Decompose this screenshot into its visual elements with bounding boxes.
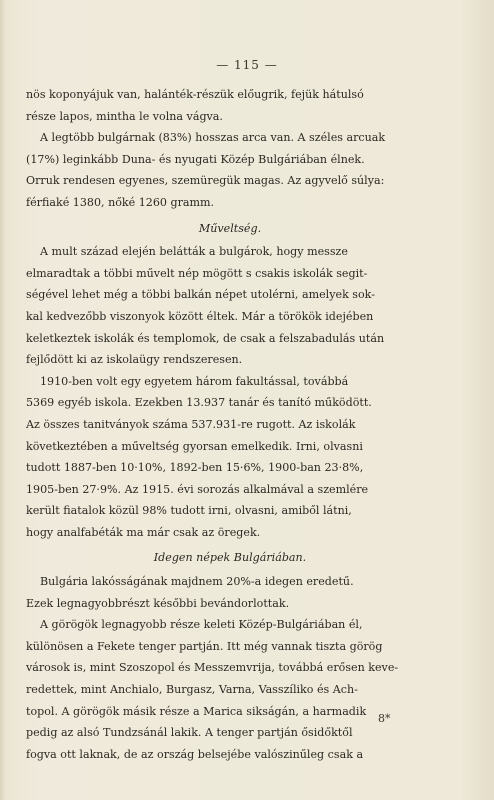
text-line: A legtöbb bulgárnak (83%) hosszas arca van. A széles arcuak	[40, 131, 386, 145]
text-line: különösen a Fekete tenger partján. Itt még vannak tiszta görög	[26, 639, 383, 653]
text-line: került fiatalok közül 98% tudott irni, olvasni, amiből látni,	[26, 504, 352, 518]
text-line: A mult század elején belátták a bulgárok, hogy messze	[40, 245, 348, 259]
text-line: hogy analfabéták ma már csak az öregek.	[26, 525, 261, 539]
text-line: ségével lehet még a többi balkán népet utolérni, amelyek sok-	[26, 288, 375, 302]
text-line: kal kedvezőbb viszonyok között éltek. Már a törökök idejében	[26, 309, 374, 323]
text-line: elmaradtak a többi művelt nép mögött s csakis iskolák segit-	[26, 266, 368, 280]
text-line: pedig az alsó Tundzsánál lakik. A tenger partján ősidőktől	[26, 726, 353, 740]
text-line: férfiaké 1380, nőké 1260 gramm.	[26, 195, 215, 209]
text-line: Orruk rendesen egyenes, szemüregük magas. Az agyvelő súlya:	[26, 174, 385, 188]
text-line: Bulgária lakósságának majdnem 20%-a idegen eredetű.	[40, 575, 354, 589]
section-heading: Műveltség.	[198, 221, 262, 235]
text-line: A görögök legnagyobb része keleti Közép-Bulgáriában él,	[40, 618, 363, 632]
text-line: Ezek legnagyobbrészt későbbi bevándorlottak.	[26, 596, 290, 610]
text-line: Az összes tanitványok száma 537.931-re rugott. Az iskolák	[26, 417, 356, 431]
text-line: 1910-ben volt egy egyetem három fakultással, továbbá	[40, 374, 349, 388]
text-line: fejlődött ki az iskolaügy rendszeresen.	[26, 353, 243, 367]
text-line: 1905-ben 27·9%. Az 1915. évi sorozás alkalmával a szemlére	[26, 482, 369, 496]
text-line: tudott 1887-ben 10·10%, 1892-ben 15·6%, 1900-ban 23·8%,	[26, 461, 364, 475]
text-line: topol. A görögök másik része a Marica sikságán, a harmadik	[26, 704, 367, 718]
text-line: 5369 egyéb iskola. Ezekben 13.937 tanár és tanító működött.	[26, 396, 372, 410]
text-line: (17%) leginkább Duna- és nyugati Közép Bulgáriában élnek.	[26, 152, 365, 166]
text-line: része lapos, mintha le volna vágva.	[26, 109, 223, 123]
page-number: — 115 —	[216, 58, 278, 72]
text-line: következtében a műveltség gyorsan emelkedik. Irni, olvasni	[26, 439, 363, 453]
signature-mark: 8*	[378, 712, 391, 725]
text-line: nös koponyájuk van, halánték-részük előugrik, fejük hátulsó	[26, 88, 364, 101]
text-line: keletkeztek iskolák és templomok, de csak a felszabadulás után	[26, 331, 385, 345]
text-line: fogva ott laknak, de az ország belsejébe valószinűleg csak a	[26, 747, 364, 761]
text-line: városok is, mint Szoszopol és Messzemvrija, továbbá erősen keve-	[26, 661, 399, 675]
body-text	[26, 84, 434, 765]
text-line: redettek, mint Anchialo, Burgasz, Varna, Vasszíliko és Ach-	[26, 683, 358, 697]
section-heading: Idegen népek Bulgáriában.	[153, 551, 307, 565]
